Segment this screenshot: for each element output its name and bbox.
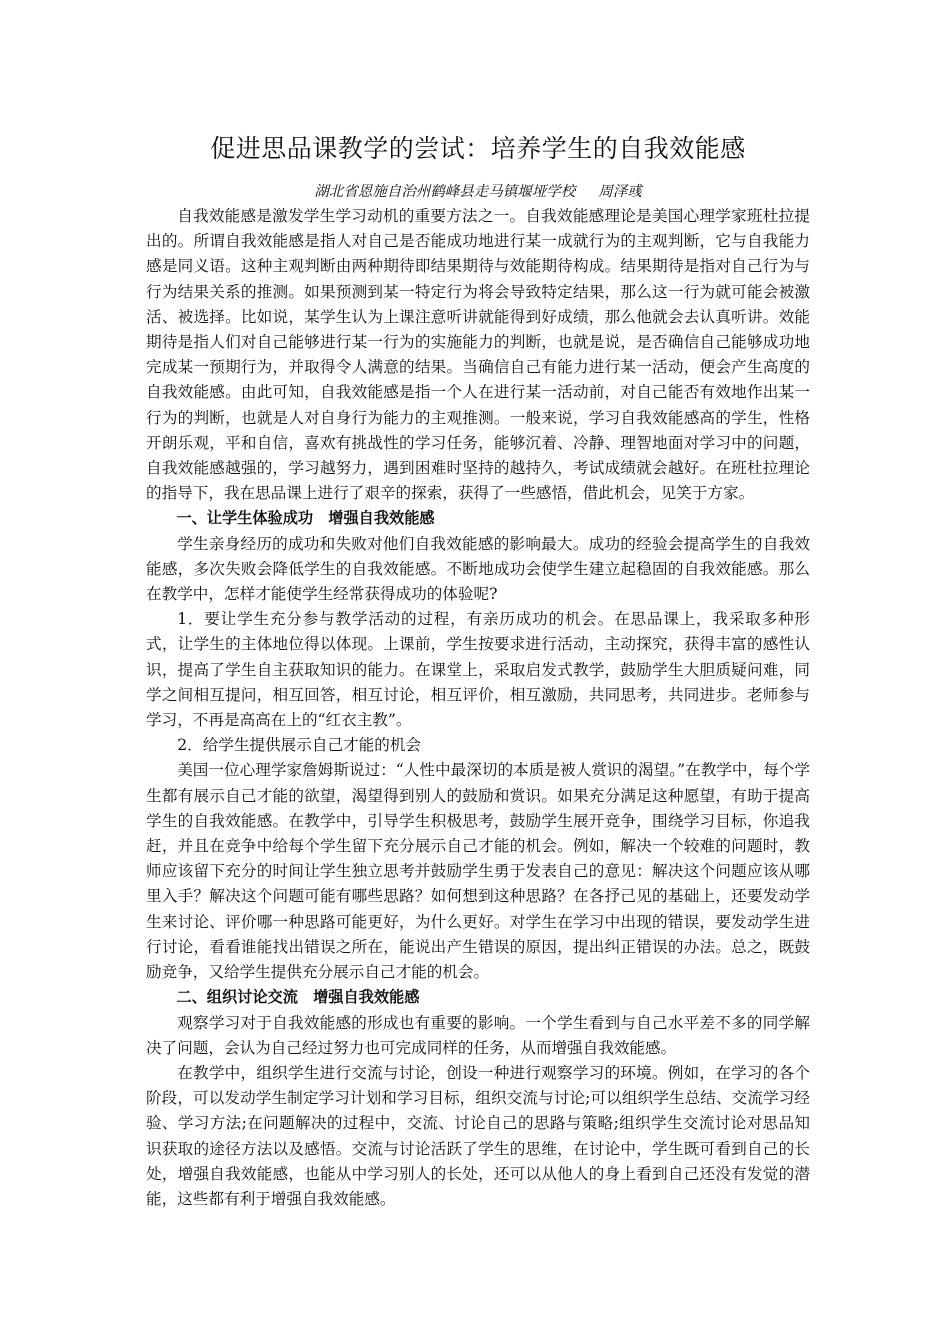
section-1-point-1: 1．要让学生充分参与教学活动的过程，有亲历成功的机会。在思品课上，我采取多种形式，让学生的主体地位得以体现。上课前，学生按要求进行活动，主动探究，获得丰富的感性认识，提高了学生自主获取知识的能力。在课堂上，采取启发式教学，鼓励学生大胆质疑问难，同学之间相互提问，相互回答，相互讨论，相互评价，相互激励，共同思考，共同进步。老师参与学习，不再是高高在上的“红衣主教”。 xyxy=(146,610,810,730)
section-1-paragraph-1: 学生亲身经历的成功和失败对他们自我效能感的影响最大。成功的经验会提高学生的自我效能感，多次失败会降低学生的自我效能感。不断地成功会使学生建立起稳固的自我效能感。那么在教学中，怎样才能使学生经常获得成功的体验呢? xyxy=(146,534,810,604)
section-2-paragraph-2: 在教学中，组织学生进行交流与讨论，创设一种进行观察学习的环境。例如，在学习的各个阶段，可以发动学生制定学习计划和学习目标，组织交流与讨论;可以组织学生总结、交流学习经验、学习方法;在问题解决的过程中，交流、讨论自己的思路与策略;组织学生交流讨论对思品知识获取的途径方法以及感悟。交流与讨论活跃了学生的思维，在讨论中，学生既可看到自己的长处，增强自我效能感，也能从中学习别人的长处，还可以从他人的身上看到自己还没有发觉的潜能，这些都有利于增强自我效能感。 xyxy=(146,1063,810,1208)
document-title: 促进思品课教学的尝试：培养学生的自我效能感 xyxy=(210,134,746,163)
document-body xyxy=(146,128,810,1212)
section-heading-1: 一、让学生体验成功 增强自我效能感 xyxy=(176,509,435,528)
author-byline: 湖北省恩施自治州鹤峰县走马镇堰垭学校 周泽彧 xyxy=(314,184,642,200)
section-1-point-2-heading: 2．给学生提供展示自己才能的机会 xyxy=(177,736,422,755)
section-1-paragraph-3: 美国一位心理学家詹姆斯说过：“人性中最深切的本质是被人赏识的渴望。”在教学中，每个学生都有展示自己才能的欲望，渴望得到别人的鼓励和赏识。如果充分满足这种愿望，有助于提高学生的自我效能感。在教学中，引导学生积极思考，鼓励学生展开竞争，围绕学习目标，你追我赶，并且在竞争中给每个学生留下充分展示自己才能的机会。例如，解决一个较难的问题时，教师应该留下充分的时间让学生独立思考并鼓励学生勇于发表自己的意见：解决这个问题应该从哪里入手？解决这个问题可能有哪些思路？如何想到这种思路？在各抒己见的基础上，还要发动学生来讨论、评价哪一种思路可能更好，为什么更好。对学生在学习中出现的错误，要发动学生进行讨论，看看谁能找出错误之所在，能说出产生错误的原因，提出纠正错误的办法。总之，既鼓励竞争，又给学生提供充分展示自己才能的机会。 xyxy=(146,761,810,982)
section-heading-2: 二、组织讨论交流 增强自我效能感 xyxy=(176,988,420,1007)
section-2-paragraph-1: 观察学习对于自我效能感的形成也有重要的影响。一个学生看到与自己水平差不多的同学解决了问题，会认为自己经过努力也可完成同样的任务，从而增强自我效能感。 xyxy=(146,1013,810,1057)
intro-paragraph: 自我效能感是激发学生学习动机的重要方法之一。自我效能感理论是美国心理学家班杜拉提出的。所谓自我效能感是指人对自己是否能成功地进行某一成就行为的主观判断，它与自我能力感是同义语。这种主观判断由两种期待即结果期待与效能期待构成。结果期待是指对自己行为与行为结果关系的推测。如果预测到某一特定行为将会导致特定结果，那么这一行为就可能会被激活、被选择。比如说，某学生认为上课注意听讲就能得到好成绩，那么他就会去认真听讲。效能期待是指人们对自己能够进行某一行为的实施能力的判断，也就是说，是否确信自己能够成功地完成某一预期行为，并取得令人满意的结果。当确信自己有能力进行某一活动，便会产生高度的自我效能感。由此可知，自我效能感是指一个人在进行某一活动前，对自己能否有效地作出某一行为的判断，也就是人对自身行为能力的主观推测。一般来说，学习自我效能感高的学生，性格开朗乐观，平和自信，喜欢有挑战性的学习任务，能够沉着、冷静、理智地面对学习中的问题，自我效能感越强的，学习越努力，遇到困难时坚持的越持久，考试成绩就会越好。在班杜拉理论的指导下，我在思品课上进行了艰辛的探索，获得了一些感悟，借此机会，见笑于方家。 xyxy=(146,207,810,503)
